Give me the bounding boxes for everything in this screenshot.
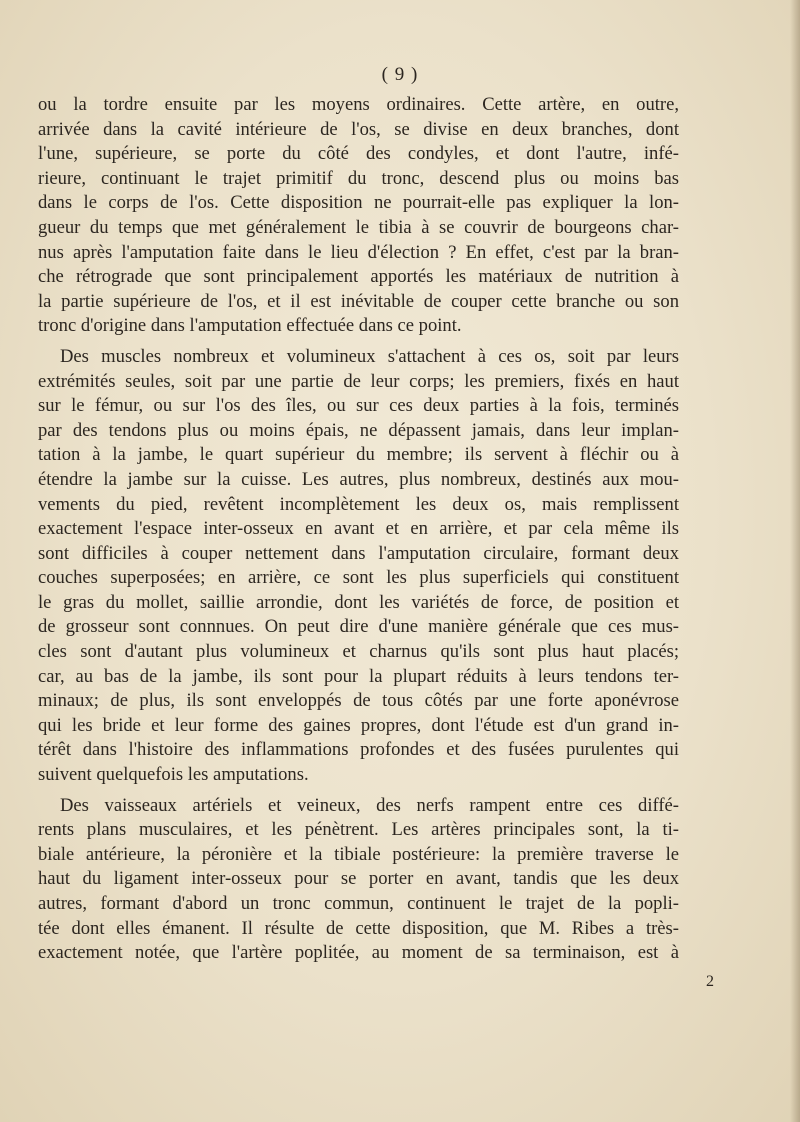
text-line: Des vaisseaux artériels et veineux, des nerfs rampent entre ces diffé- [60,794,679,816]
text-line: l'une, supérieure, se porte du côté des condyles, et dont l'autre, infé- [38,143,679,165]
text-line: rents plans musculaires, et les pénètrent. Les artères principales sont, la ti- [38,819,679,841]
text-line: couches superposées; en arrière, ce sont les plus superficiels qui constituent [38,567,679,589]
text-line: tation à la jambe, le quart supérieur du membre; ils servent à fléchir ou à [38,444,679,466]
text-line: sont difficiles à couper nettement dans l'amputation circulaire, formant deux [38,542,679,564]
paragraph [38,794,679,966]
text-line: le gras du mollet, saillie arrondie, dont les variétés de force, de position et [38,591,679,613]
signature-mark: 2 [706,973,714,990]
text-line: nus après l'amputation faite dans le lieu d'élection ? En effet, c'est par la bran- [38,241,679,263]
text-line: suivent quelquefois les amputations. [38,764,309,786]
text-line: extrémités seules, soit par une partie de leur corps; les premiers, fixés en haut [38,370,679,392]
text-line: par des tendons plus ou moins épais, ne dépassent jamais, dans leur implan- [38,419,679,441]
text-line: térêt dans l'histoire des inflammations profondes et des fusées purulentes qui [38,739,679,761]
text-line: tronc d'origine dans l'amputation effectuée dans ce point. [38,315,462,337]
text-line: che rétrograde que sont principalement apportés les matériaux de nutrition à [38,266,679,288]
text-line: autres, formant d'abord un tronc commun, continuent le trajet de la popli- [38,893,679,914]
body-text [38,93,679,966]
text-line: cles sont d'autant plus volumineux et charnus qu'ils sont plus haut placés; [38,641,679,663]
text-line: exactement l'espace inter-osseux en avant et en arrière, et par cela même ils [38,518,679,540]
text-line: de grosseur sont connnues. On peut dire d'une manière générale que ces mus- [38,616,679,638]
text-line: car, au bas de la jambe, ils sont pour la plupart réduits à leurs tendons ter- [38,665,679,687]
text-line: dans le corps de l'os. Cette disposition ne pourrait-elle pas expliquer la lon- [38,192,679,214]
text-line: biale antérieure, la péronière et la tibiale postérieure: la première traverse le [38,843,679,865]
text-line: ou la tordre ensuite par les moyens ordinaires. Cette artère, en outre, [38,94,679,115]
text-line: haut du ligament inter-osseux pour se porter en avant, tandis que les deux [38,868,679,890]
paragraph [38,345,679,788]
text-line: vements du pied, revêtent incomplètement les deux os, mais remplissent [38,493,679,515]
text-line: la partie supérieure de l'os, et il est inévitable de couper cette branche ou son [38,290,679,312]
page-number: ( 9 ) [381,64,419,85]
text-line: gueur du temps que met généralement le tibia à se couvrir de bourgeons char- [38,216,679,238]
text-line: rieure, continuant le trajet primitif du tronc, descend plus ou moins bas [38,167,679,189]
page-edge-shadow [790,0,800,1122]
text-line: qui les bride et leur forme des gaines propres, dont l'étude est d'un grand in- [38,714,679,736]
text-line: exactement notée, que l'artère poplitée, au moment de sa terminaison, est à [38,942,679,964]
text-line: minaux; de plus, ils sont enveloppés de tous côtés par une forte aponévrose [38,690,679,712]
text-line: arrivée dans la cavité intérieure de l'os, se divise en deux branches, dont [38,118,679,140]
paragraph [38,93,679,339]
text-line: étendre la jambe sur la cuisse. Les autres, plus nombreux, destinés aux mou- [38,468,679,490]
text-line: sur le fémur, ou sur l'os des îles, ou sur ces deux parties à la fois, terminés [38,395,679,417]
text-line: tée dont elles émanent. Il résulte de cette disposition, que M. Ribes a très- [38,917,679,939]
text-line: Des muscles nombreux et volumineux s'attachent à ces os, soit par leurs [60,345,679,367]
